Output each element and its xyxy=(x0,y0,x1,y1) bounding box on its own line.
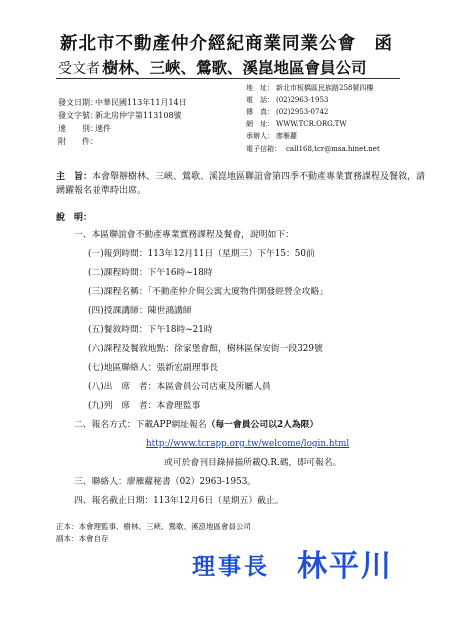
subject-text: 本會舉辦樹林、三峽、鶯歌、溪崑地區聯誼會第四季不動產專業實務課程及餐敘，請踴躍報名並準時出席。 xyxy=(56,172,426,196)
document-title: 新北市不動產仲介經紀商業同業公會 函 xyxy=(60,34,393,54)
item-1-2: (二)課程時間：下午16時~18時 xyxy=(88,268,213,278)
signature-name: 林平川 xyxy=(297,549,393,584)
item-1-3: (三)課程名稱：「不動產仲介與公寓大廈物件開發經營全攻略」 xyxy=(88,287,328,297)
item-2: 二、報名方式：下載APP網址報名（每一會員公司以2人為限） xyxy=(74,420,319,430)
contact-website: 網 址： WWW.TCR.ORG.TW xyxy=(246,120,347,128)
recipient-label: 受文者： xyxy=(58,61,114,77)
meta-attachment: 附 件： xyxy=(58,137,98,146)
item-4: 四、報名截止日期：113年12月6日（星期五）截止。 xyxy=(74,496,284,506)
meta-speed: 速 別：速件 xyxy=(58,124,111,133)
meta-ref-number: 發文字號：新北房仲字第113108號 xyxy=(58,111,182,120)
signature-title: 理事長 xyxy=(192,553,270,580)
meta-date: 發文日期：中華民國113年11月14日 xyxy=(58,98,187,107)
item-1-1: (一)報到時間：113年12月11日（星期三）下午15：50前 xyxy=(88,249,315,259)
item-3: 三、聯絡人：廖雁蘿秘書（02）2963-1953。 xyxy=(74,477,257,487)
contact-handler: 承辦人： 廖雁蘿 xyxy=(246,132,297,140)
registration-link[interactable]: http://www.tcrapp.org.tw/welcome/login.html xyxy=(146,439,350,449)
item-1-6: (六)課程及餐敘地點：徐家堡會館，樹林區保安街一段329號 xyxy=(88,344,323,354)
contact-fax: 傳 真： (02)2953-0742 xyxy=(246,108,329,116)
subject xyxy=(56,170,426,198)
contact-phone: 電 話： (02)2963-1953 xyxy=(246,96,329,104)
item-1-4: (四)授課講師：陳世鴻講師 xyxy=(88,306,192,316)
item-1-heading: 一、本區聯誼會不動產專業實務課程及餐會，說明如下： xyxy=(74,230,294,240)
footer-original: 正本：本會理監事、樹林、三峽、鶯歌、溪崑地區會員公司 xyxy=(56,522,251,531)
item-1-5: (五)餐敘時間：下午18時~21時 xyxy=(88,325,213,335)
contact-email: 電子信箱： call168,tcr@msa.hinet.net xyxy=(246,145,380,153)
header-divider xyxy=(56,78,400,79)
item-1-7: (七)地區聯絡人：張新宏副理事長 xyxy=(88,363,219,373)
item-2-limit: （每一會員公司以2人為限） xyxy=(206,420,319,430)
item-1-9: (九)列 席 者：本會理監事 xyxy=(88,401,201,411)
contact-address: 地 址： 新北市板橋區民族路258號四樓 xyxy=(246,84,374,92)
subject-label: 主 旨： xyxy=(56,172,93,182)
item-1-8: (八)出 席 者：本區會員公司店東及所屬人員 xyxy=(88,382,271,392)
footer-copy: 副本：本會自存 xyxy=(56,534,109,543)
item-2-note: 或可於會刊目錄掃描所載Q.R.碼，即可報名。 xyxy=(164,458,342,468)
recipient-names: 樹林、三峽、鶯歌、溪崑地區會員公司 xyxy=(103,58,367,77)
explain-label: 說 明： xyxy=(56,213,93,223)
